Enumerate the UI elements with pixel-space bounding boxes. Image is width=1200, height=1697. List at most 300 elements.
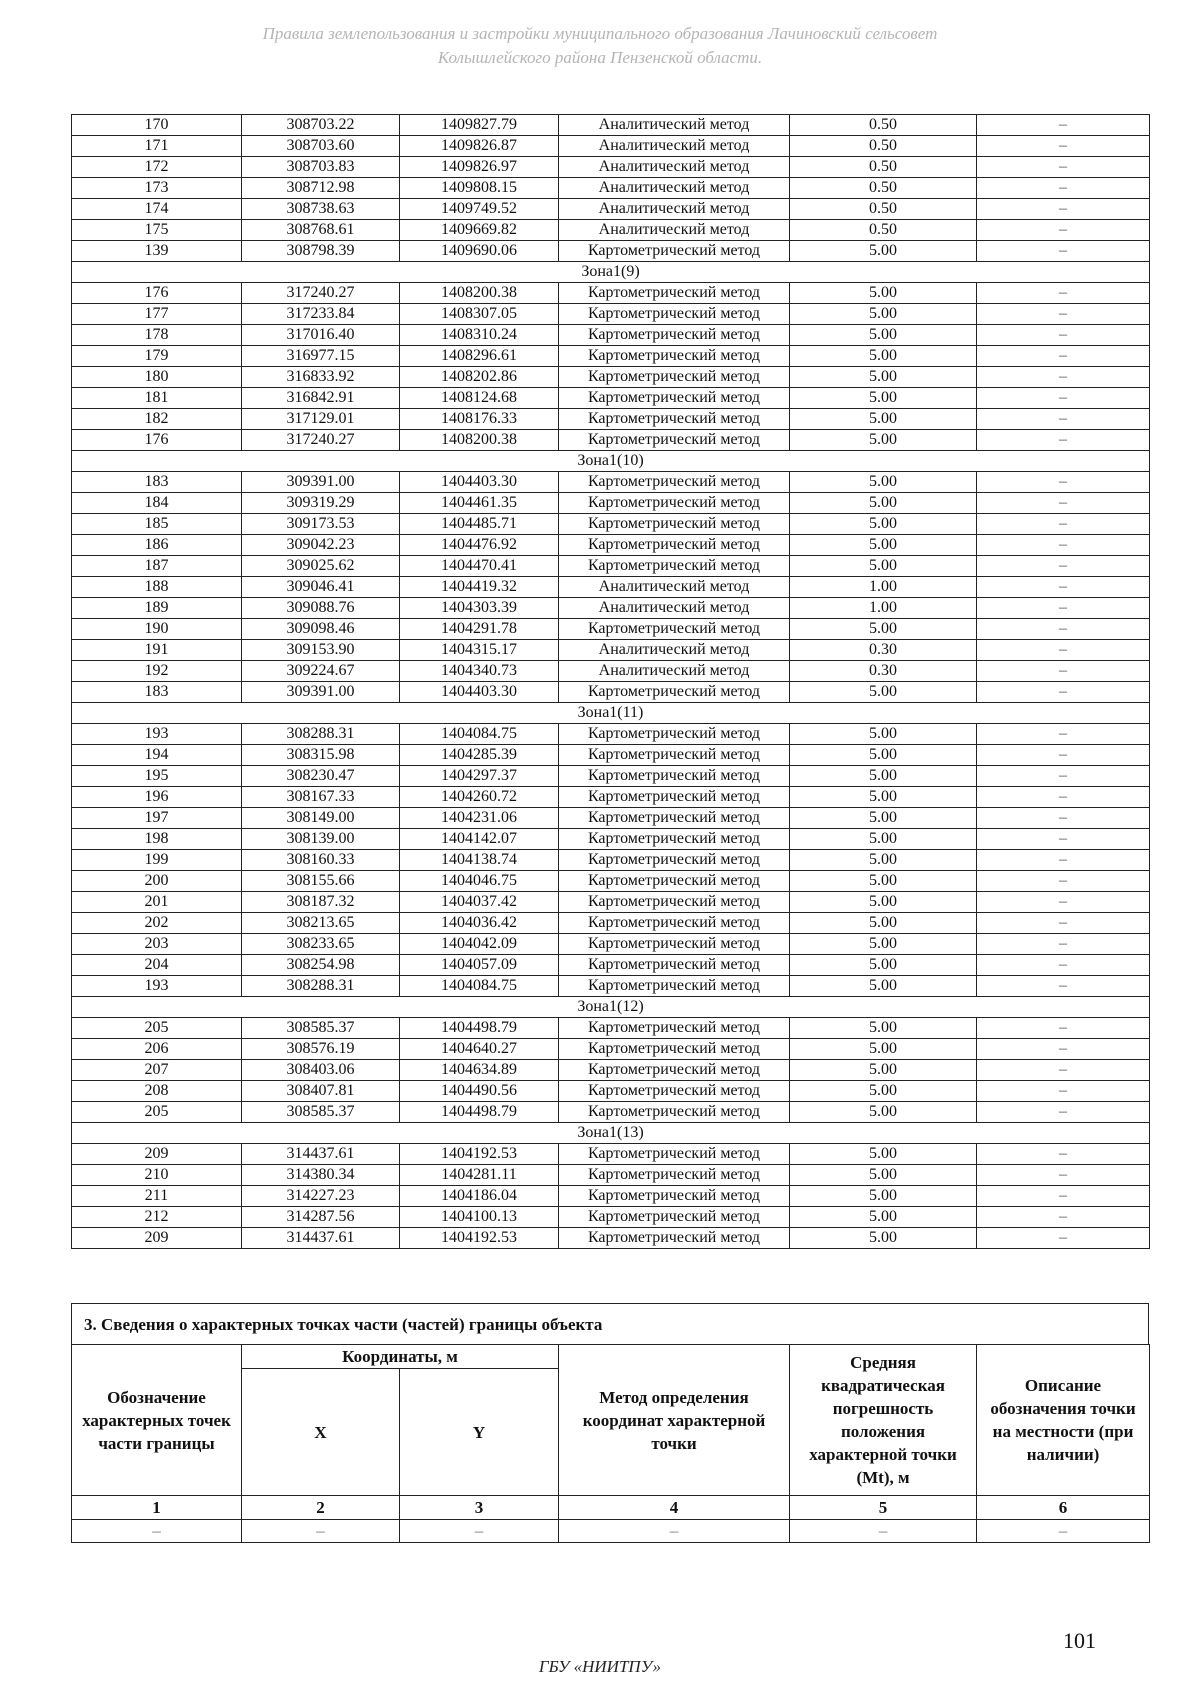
description: – <box>977 787 1150 808</box>
table-row <box>72 745 1150 766</box>
error: 5.00 <box>790 283 977 304</box>
table-row <box>72 283 1150 304</box>
coord-y: 1404634.89 <box>400 1060 559 1081</box>
error: 5.00 <box>790 388 977 409</box>
coord-y: 1408307.05 <box>400 304 559 325</box>
table-row <box>72 367 1150 388</box>
empty-cell: – <box>977 1520 1150 1543</box>
point-number: 189 <box>72 598 242 619</box>
error: 5.00 <box>790 745 977 766</box>
coord-x: 317129.01 <box>242 409 400 430</box>
error: 5.00 <box>790 1186 977 1207</box>
header-designation: Обозначение характерных точек части границы <box>72 1345 242 1496</box>
zone-label: Зона1(11) <box>72 703 1150 724</box>
point-number: 178 <box>72 325 242 346</box>
error: 5.00 <box>790 367 977 388</box>
coord-y: 1409826.87 <box>400 136 559 157</box>
method: Картометрический метод <box>559 283 790 304</box>
table-row <box>72 787 1150 808</box>
point-number: 179 <box>72 346 242 367</box>
method: Картометрический метод <box>559 1207 790 1228</box>
method: Картометрический метод <box>559 1018 790 1039</box>
empty-cell: – <box>72 1520 242 1543</box>
coord-y: 1404403.30 <box>400 472 559 493</box>
method: Картометрический метод <box>559 430 790 451</box>
zone-row <box>72 262 1150 283</box>
point-number: 173 <box>72 178 242 199</box>
error: 1.00 <box>790 577 977 598</box>
table-row <box>72 766 1150 787</box>
error: 0.50 <box>790 199 977 220</box>
error: 0.50 <box>790 115 977 136</box>
description: – <box>977 556 1150 577</box>
method: Картометрический метод <box>559 766 790 787</box>
section-3-table <box>71 1344 1150 1543</box>
point-number: 196 <box>72 787 242 808</box>
table-row <box>72 220 1150 241</box>
coord-y: 1409690.06 <box>400 241 559 262</box>
coord-y: 1404498.79 <box>400 1102 559 1123</box>
description: – <box>977 598 1150 619</box>
point-number: 186 <box>72 535 242 556</box>
point-number: 183 <box>72 682 242 703</box>
error: 5.00 <box>790 409 977 430</box>
coord-x: 308139.00 <box>242 829 400 850</box>
error: 1.00 <box>790 598 977 619</box>
coord-x: 314437.61 <box>242 1144 400 1165</box>
error: 5.00 <box>790 682 977 703</box>
coord-y: 1404281.11 <box>400 1165 559 1186</box>
table-row <box>72 1102 1150 1123</box>
method: Картометрический метод <box>559 892 790 913</box>
error: 5.00 <box>790 724 977 745</box>
method: Картометрический метод <box>559 829 790 850</box>
description: – <box>977 304 1150 325</box>
error: 5.00 <box>790 1018 977 1039</box>
method: Картометрический метод <box>559 934 790 955</box>
point-number: 208 <box>72 1081 242 1102</box>
method: Картометрический метод <box>559 241 790 262</box>
table-row <box>72 850 1150 871</box>
coord-x: 308703.22 <box>242 115 400 136</box>
description: – <box>977 913 1150 934</box>
coord-y: 1404490.56 <box>400 1081 559 1102</box>
point-number: 209 <box>72 1228 242 1249</box>
table-row <box>72 1018 1150 1039</box>
coord-y: 1404046.75 <box>400 871 559 892</box>
point-number: 172 <box>72 157 242 178</box>
table-row <box>72 577 1150 598</box>
coord-x: 308149.00 <box>242 808 400 829</box>
coord-y: 1408124.68 <box>400 388 559 409</box>
zone-label: Зона1(12) <box>72 997 1150 1018</box>
table-row <box>72 136 1150 157</box>
coord-x: 309173.53 <box>242 514 400 535</box>
header-line-2: Колышлейского района Пензенской области. <box>437 48 763 67</box>
description: – <box>977 472 1150 493</box>
description: – <box>977 766 1150 787</box>
coordinates-table <box>71 114 1150 1249</box>
table-row <box>72 430 1150 451</box>
method: Картометрический метод <box>559 1081 790 1102</box>
error: 5.00 <box>790 892 977 913</box>
description: – <box>977 808 1150 829</box>
table-row <box>72 115 1150 136</box>
table-row <box>72 976 1150 997</box>
coord-y: 1408200.38 <box>400 283 559 304</box>
coord-x: 308703.83 <box>242 157 400 178</box>
description: – <box>977 1186 1150 1207</box>
description: – <box>977 115 1150 136</box>
error: 5.00 <box>790 472 977 493</box>
point-number: 175 <box>72 220 242 241</box>
document-header <box>0 22 1200 70</box>
description: – <box>977 976 1150 997</box>
coord-x: 308407.81 <box>242 1081 400 1102</box>
coord-y: 1404142.07 <box>400 829 559 850</box>
coord-x: 314380.34 <box>242 1165 400 1186</box>
method: Картометрический метод <box>559 367 790 388</box>
point-number: 183 <box>72 472 242 493</box>
table-row <box>72 1165 1150 1186</box>
table-row <box>72 388 1150 409</box>
coord-y: 1404057.09 <box>400 955 559 976</box>
coord-y: 1404485.71 <box>400 514 559 535</box>
zone-row <box>72 1123 1150 1144</box>
coord-y: 1404340.73 <box>400 661 559 682</box>
zone-label: Зона1(13) <box>72 1123 1150 1144</box>
description: – <box>977 829 1150 850</box>
method: Аналитический метод <box>559 157 790 178</box>
coord-y: 1404260.72 <box>400 787 559 808</box>
coord-x: 308576.19 <box>242 1039 400 1060</box>
point-number: 182 <box>72 409 242 430</box>
error: 5.00 <box>790 1039 977 1060</box>
coord-y: 1404303.39 <box>400 598 559 619</box>
description: – <box>977 1060 1150 1081</box>
table-row <box>72 514 1150 535</box>
coord-y: 1404084.75 <box>400 724 559 745</box>
coord-x: 317233.84 <box>242 304 400 325</box>
method: Картометрический метод <box>559 1102 790 1123</box>
point-number: 203 <box>72 934 242 955</box>
point-number: 139 <box>72 241 242 262</box>
table-row <box>72 409 1150 430</box>
coord-x: 316977.15 <box>242 346 400 367</box>
point-number: 180 <box>72 367 242 388</box>
coord-y: 1404403.30 <box>400 682 559 703</box>
point-number: 194 <box>72 745 242 766</box>
method: Картометрический метод <box>559 913 790 934</box>
table-row <box>72 934 1150 955</box>
coord-y: 1404231.06 <box>400 808 559 829</box>
description: – <box>977 745 1150 766</box>
coord-y: 1404315.17 <box>400 640 559 661</box>
coord-x: 309042.23 <box>242 535 400 556</box>
point-number: 195 <box>72 766 242 787</box>
description: – <box>977 220 1150 241</box>
error: 5.00 <box>790 1228 977 1249</box>
description: – <box>977 283 1150 304</box>
description: – <box>977 178 1150 199</box>
column-number: 6 <box>977 1496 1150 1520</box>
coord-y: 1404192.53 <box>400 1228 559 1249</box>
coord-x: 309098.46 <box>242 619 400 640</box>
coord-x: 308703.60 <box>242 136 400 157</box>
coord-x: 308798.39 <box>242 241 400 262</box>
description: – <box>977 871 1150 892</box>
method: Картометрический метод <box>559 1060 790 1081</box>
description: – <box>977 577 1150 598</box>
point-number: 188 <box>72 577 242 598</box>
coord-y: 1408296.61 <box>400 346 559 367</box>
error: 5.00 <box>790 955 977 976</box>
description: – <box>977 1102 1150 1123</box>
table-row <box>72 661 1150 682</box>
error: 5.00 <box>790 787 977 808</box>
method: Аналитический метод <box>559 598 790 619</box>
zone-row <box>72 451 1150 472</box>
point-number: 184 <box>72 493 242 514</box>
footer-organization: ГБУ «НИИТПУ» <box>538 1657 662 1676</box>
error: 5.00 <box>790 976 977 997</box>
error: 5.00 <box>790 871 977 892</box>
empty-cell: – <box>790 1520 977 1543</box>
point-number: 177 <box>72 304 242 325</box>
error: 5.00 <box>790 1081 977 1102</box>
header-y: Y <box>400 1369 559 1496</box>
coord-x: 308233.65 <box>242 934 400 955</box>
error: 5.00 <box>790 346 977 367</box>
description: – <box>977 1165 1150 1186</box>
description: – <box>977 640 1150 661</box>
coord-y: 1404498.79 <box>400 1018 559 1039</box>
coord-x: 308230.47 <box>242 766 400 787</box>
table-row <box>72 346 1150 367</box>
coord-y: 1404036.42 <box>400 913 559 934</box>
coord-y: 1404186.04 <box>400 1186 559 1207</box>
table-row <box>72 472 1150 493</box>
coord-x: 314227.23 <box>242 1186 400 1207</box>
empty-cell: – <box>242 1520 400 1543</box>
method: Картометрический метод <box>559 808 790 829</box>
error: 5.00 <box>790 934 977 955</box>
method: Картометрический метод <box>559 535 790 556</box>
method: Аналитический метод <box>559 178 790 199</box>
point-number: 191 <box>72 640 242 661</box>
table-row <box>72 724 1150 745</box>
method: Картометрический метод <box>559 1165 790 1186</box>
error: 5.00 <box>790 850 977 871</box>
header-coordinates: Координаты, м <box>242 1345 559 1369</box>
coord-y: 1408202.86 <box>400 367 559 388</box>
method: Картометрический метод <box>559 1144 790 1165</box>
coord-x: 309088.76 <box>242 598 400 619</box>
column-number: 5 <box>790 1496 977 1520</box>
method: Картометрический метод <box>559 1039 790 1060</box>
point-number: 176 <box>72 430 242 451</box>
coord-y: 1409826.97 <box>400 157 559 178</box>
coord-x: 308187.32 <box>242 892 400 913</box>
section-3-title: 3. Сведения о характерных точках части (частей) границы объекта <box>71 1303 1149 1344</box>
error: 0.50 <box>790 178 977 199</box>
empty-cell: – <box>400 1520 559 1543</box>
point-number: 192 <box>72 661 242 682</box>
coord-x: 309319.29 <box>242 493 400 514</box>
coord-x: 308167.33 <box>242 787 400 808</box>
error: 5.00 <box>790 241 977 262</box>
error: 5.00 <box>790 430 977 451</box>
coord-y: 1404042.09 <box>400 934 559 955</box>
coord-y: 1404291.78 <box>400 619 559 640</box>
method: Картометрический метод <box>559 871 790 892</box>
point-number: 202 <box>72 913 242 934</box>
point-number: 212 <box>72 1207 242 1228</box>
error: 5.00 <box>790 1102 977 1123</box>
table-row <box>72 598 1150 619</box>
description: – <box>977 934 1150 955</box>
method: Картометрический метод <box>559 514 790 535</box>
point-number: 185 <box>72 514 242 535</box>
column-number: 1 <box>72 1496 242 1520</box>
coord-x: 317240.27 <box>242 283 400 304</box>
coord-x: 316833.92 <box>242 367 400 388</box>
point-number: 174 <box>72 199 242 220</box>
error: 0.30 <box>790 640 977 661</box>
error: 5.00 <box>790 1207 977 1228</box>
zone-label: Зона1(9) <box>72 262 1150 283</box>
coord-x: 308585.37 <box>242 1102 400 1123</box>
coord-x: 317016.40 <box>242 325 400 346</box>
header-error: Средняя квадратическая погрешность положения характерной точки (Mt), м <box>790 1345 977 1496</box>
description: – <box>977 157 1150 178</box>
description: – <box>977 514 1150 535</box>
error: 0.50 <box>790 220 977 241</box>
coord-x: 308738.63 <box>242 199 400 220</box>
description: – <box>977 1039 1150 1060</box>
point-number: 205 <box>72 1018 242 1039</box>
table-row <box>72 619 1150 640</box>
coord-x: 308288.31 <box>242 976 400 997</box>
coord-x: 308768.61 <box>242 220 400 241</box>
description: – <box>977 892 1150 913</box>
method: Картометрический метод <box>559 745 790 766</box>
coord-x: 309391.00 <box>242 472 400 493</box>
coord-x: 309046.41 <box>242 577 400 598</box>
point-number: 187 <box>72 556 242 577</box>
coord-x: 309224.67 <box>242 661 400 682</box>
table-row <box>72 640 1150 661</box>
table-row <box>72 871 1150 892</box>
point-number: 205 <box>72 1102 242 1123</box>
description: – <box>977 388 1150 409</box>
error: 5.00 <box>790 1060 977 1081</box>
error: 5.00 <box>790 1165 977 1186</box>
coord-x: 309025.62 <box>242 556 400 577</box>
point-number: 181 <box>72 388 242 409</box>
table-row <box>72 913 1150 934</box>
table-row <box>72 556 1150 577</box>
error: 5.00 <box>790 1144 977 1165</box>
coord-y: 1409749.52 <box>400 199 559 220</box>
method: Картометрический метод <box>559 1186 790 1207</box>
description: – <box>977 682 1150 703</box>
method: Аналитический метод <box>559 577 790 598</box>
method: Картометрический метод <box>559 346 790 367</box>
error: 5.00 <box>790 829 977 850</box>
method: Картометрический метод <box>559 619 790 640</box>
table-row <box>72 241 1150 262</box>
description: – <box>977 1228 1150 1249</box>
table-row <box>72 1228 1150 1249</box>
table-row <box>72 199 1150 220</box>
point-number: 193 <box>72 724 242 745</box>
description: – <box>977 241 1150 262</box>
description: – <box>977 724 1150 745</box>
description: – <box>977 493 1150 514</box>
coord-x: 309153.90 <box>242 640 400 661</box>
error: 5.00 <box>790 535 977 556</box>
method: Аналитический метод <box>559 115 790 136</box>
empty-cell: – <box>559 1520 790 1543</box>
error: 0.50 <box>790 157 977 178</box>
coord-y: 1404640.27 <box>400 1039 559 1060</box>
error: 5.00 <box>790 808 977 829</box>
description: – <box>977 430 1150 451</box>
page-number: 101 <box>1063 1628 1096 1653</box>
point-number: 206 <box>72 1039 242 1060</box>
description: – <box>977 325 1150 346</box>
point-number: 197 <box>72 808 242 829</box>
table-row <box>72 325 1150 346</box>
coord-y: 1408176.33 <box>400 409 559 430</box>
method: Картометрический метод <box>559 325 790 346</box>
coord-y: 1404138.74 <box>400 850 559 871</box>
method: Картометрический метод <box>559 409 790 430</box>
method: Картометрический метод <box>559 556 790 577</box>
description: – <box>977 955 1150 976</box>
point-number: 201 <box>72 892 242 913</box>
error: 5.00 <box>790 325 977 346</box>
coord-y: 1404476.92 <box>400 535 559 556</box>
point-number: 207 <box>72 1060 242 1081</box>
method: Картометрический метод <box>559 724 790 745</box>
zone-row <box>72 997 1150 1018</box>
point-number: 190 <box>72 619 242 640</box>
error: 5.00 <box>790 766 977 787</box>
table-row <box>72 178 1150 199</box>
method: Картометрический метод <box>559 682 790 703</box>
header-x: X <box>242 1369 400 1496</box>
coord-x: 308160.33 <box>242 850 400 871</box>
header-line-1: Правила землепользования и застройки муниципального образования Лачиновский сельсовет <box>262 24 938 43</box>
method: Картометрический метод <box>559 493 790 514</box>
coord-x: 309391.00 <box>242 682 400 703</box>
method: Аналитический метод <box>559 220 790 241</box>
table-row <box>72 892 1150 913</box>
table-row <box>72 682 1150 703</box>
table-row <box>72 304 1150 325</box>
method: Картометрический метод <box>559 955 790 976</box>
table-row <box>72 1186 1150 1207</box>
point-number: 176 <box>72 283 242 304</box>
coord-y: 1404192.53 <box>400 1144 559 1165</box>
description: – <box>977 535 1150 556</box>
point-number: 171 <box>72 136 242 157</box>
method: Картометрический метод <box>559 976 790 997</box>
point-number: 211 <box>72 1186 242 1207</box>
table-row <box>72 955 1150 976</box>
